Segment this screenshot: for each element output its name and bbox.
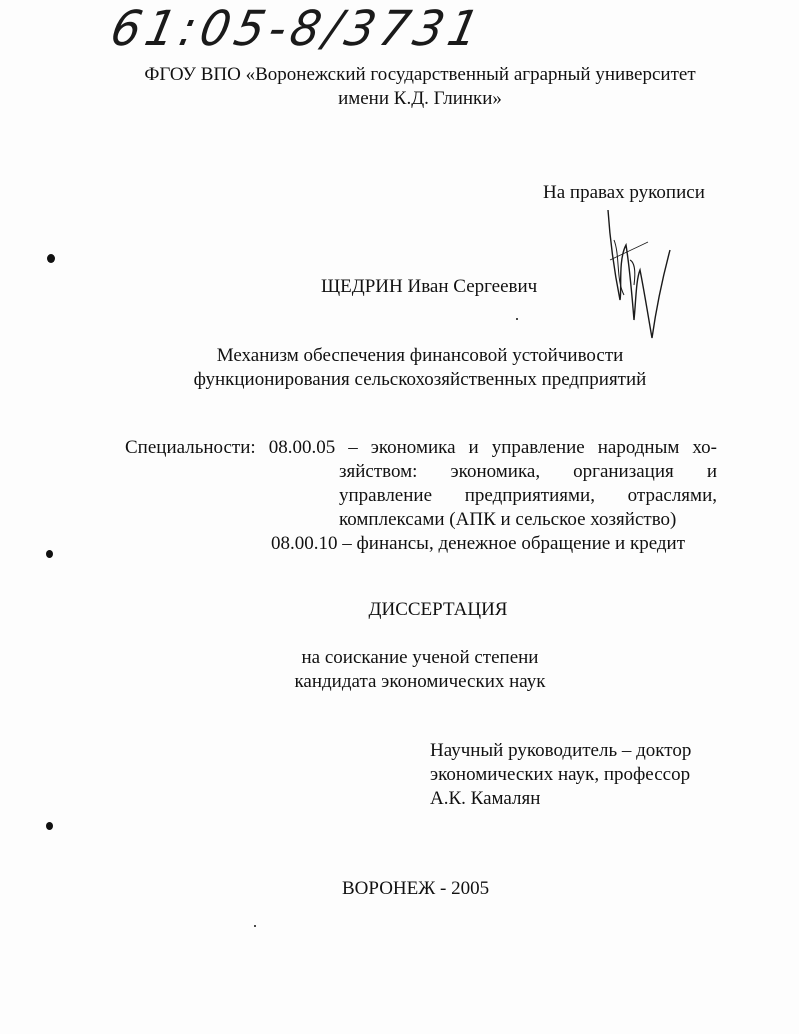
degree-line2: кандидата экономических наук: [294, 671, 546, 692]
specialty-08-00-05: 08.00.05 – экономика и управление народным хо-: [268, 437, 718, 458]
scan-speck: [516, 318, 518, 320]
specialty-continuation-line1: зяйством: экономика, организация и: [339, 461, 717, 482]
advisor-line2: экономических наук, профессор: [430, 764, 691, 785]
specialty-continuation-line2: управление предприятиями, отраслями,: [339, 485, 717, 506]
handwritten-archive-number: 61:05-8/3731: [105, 0, 489, 57]
dissertation-title-line1: Механизм обеспечения финансовой устойчивости: [216, 345, 624, 366]
scan-mark-dot: [47, 254, 55, 263]
author-name: ЩЕДРИН Иван Сергеевич: [321, 276, 538, 297]
university-name-line1: ФГОУ ВПО «Воронежский государственный аграрный университет: [144, 64, 696, 85]
scan-mark-dot: [46, 550, 53, 558]
document-type: ДИССЕРТАЦИЯ: [368, 599, 508, 620]
specialties-label: Специальности:: [125, 437, 256, 458]
advisor-name: А.К. Камалян: [430, 788, 541, 809]
handwritten-signature: [590, 200, 680, 350]
university-name-line2: имени К.Д. Глинки»: [338, 88, 502, 109]
dissertation-title-line2: функционирования сельскохозяйственных предприятий: [193, 369, 647, 390]
manuscript-rights-notice: На правах рукописи: [543, 182, 705, 203]
advisor-line1: Научный руководитель – доктор: [430, 740, 692, 761]
scan-mark-dot: [46, 822, 53, 830]
specialty-08-00-10: 08.00.10 – финансы, денежное обращение и кредит: [271, 533, 686, 554]
specialty-first-line: [125, 436, 717, 460]
specialty-continuation-line3: комплексами (АПК и сельское хозяйство): [339, 509, 677, 530]
scan-speck: [254, 925, 256, 927]
city-year: ВОРОНЕЖ - 2005: [342, 878, 490, 899]
degree-line1: на соискание ученой степени: [301, 647, 539, 668]
